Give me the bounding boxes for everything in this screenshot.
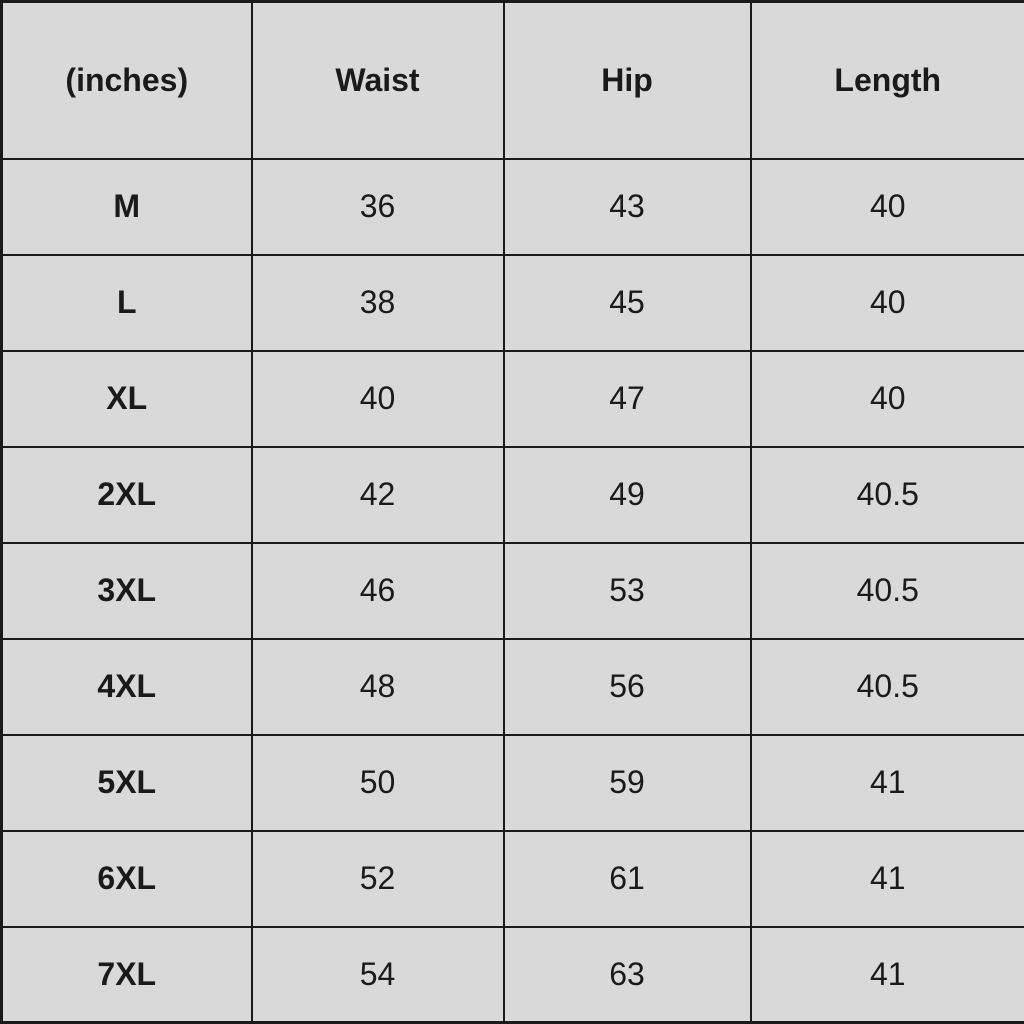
cell-hip: 59 xyxy=(504,735,751,831)
cell-waist: 54 xyxy=(252,927,504,1023)
table-row xyxy=(2,255,1024,351)
table-body xyxy=(2,159,1024,1023)
cell-length: 40 xyxy=(751,255,1024,351)
cell-waist: 46 xyxy=(252,543,504,639)
cell-size: 6XL xyxy=(2,831,252,927)
table-row xyxy=(2,927,1024,1023)
cell-length: 40.5 xyxy=(751,639,1024,735)
table-row xyxy=(2,543,1024,639)
cell-length: 41 xyxy=(751,831,1024,927)
cell-length: 40 xyxy=(751,159,1024,255)
cell-size: 3XL xyxy=(2,543,252,639)
cell-size: M xyxy=(2,159,252,255)
table-row xyxy=(2,159,1024,255)
cell-hip: 56 xyxy=(504,639,751,735)
cell-hip: 53 xyxy=(504,543,751,639)
cell-length: 40.5 xyxy=(751,543,1024,639)
cell-hip: 43 xyxy=(504,159,751,255)
column-header-inches: (inches) xyxy=(2,2,252,159)
table-row xyxy=(2,351,1024,447)
cell-hip: 49 xyxy=(504,447,751,543)
cell-hip: 63 xyxy=(504,927,751,1023)
table-row xyxy=(2,735,1024,831)
column-header-length: Length xyxy=(751,2,1024,159)
table-header xyxy=(2,2,1024,159)
cell-size: 7XL xyxy=(2,927,252,1023)
cell-size: XL xyxy=(2,351,252,447)
column-header-hip: Hip xyxy=(504,2,751,159)
cell-size: 5XL xyxy=(2,735,252,831)
cell-size: 2XL xyxy=(2,447,252,543)
table-row xyxy=(2,447,1024,543)
cell-waist: 48 xyxy=(252,639,504,735)
cell-hip: 61 xyxy=(504,831,751,927)
cell-length: 40 xyxy=(751,351,1024,447)
table-row xyxy=(2,639,1024,735)
cell-length: 41 xyxy=(751,927,1024,1023)
cell-waist: 42 xyxy=(252,447,504,543)
cell-size: 4XL xyxy=(2,639,252,735)
cell-length: 40.5 xyxy=(751,447,1024,543)
cell-waist: 36 xyxy=(252,159,504,255)
header-row xyxy=(2,2,1024,159)
cell-hip: 47 xyxy=(504,351,751,447)
cell-waist: 38 xyxy=(252,255,504,351)
column-header-waist: Waist xyxy=(252,2,504,159)
cell-length: 41 xyxy=(751,735,1024,831)
cell-waist: 50 xyxy=(252,735,504,831)
cell-waist: 40 xyxy=(252,351,504,447)
cell-waist: 52 xyxy=(252,831,504,927)
cell-hip: 45 xyxy=(504,255,751,351)
cell-size: L xyxy=(2,255,252,351)
table-row xyxy=(2,831,1024,927)
